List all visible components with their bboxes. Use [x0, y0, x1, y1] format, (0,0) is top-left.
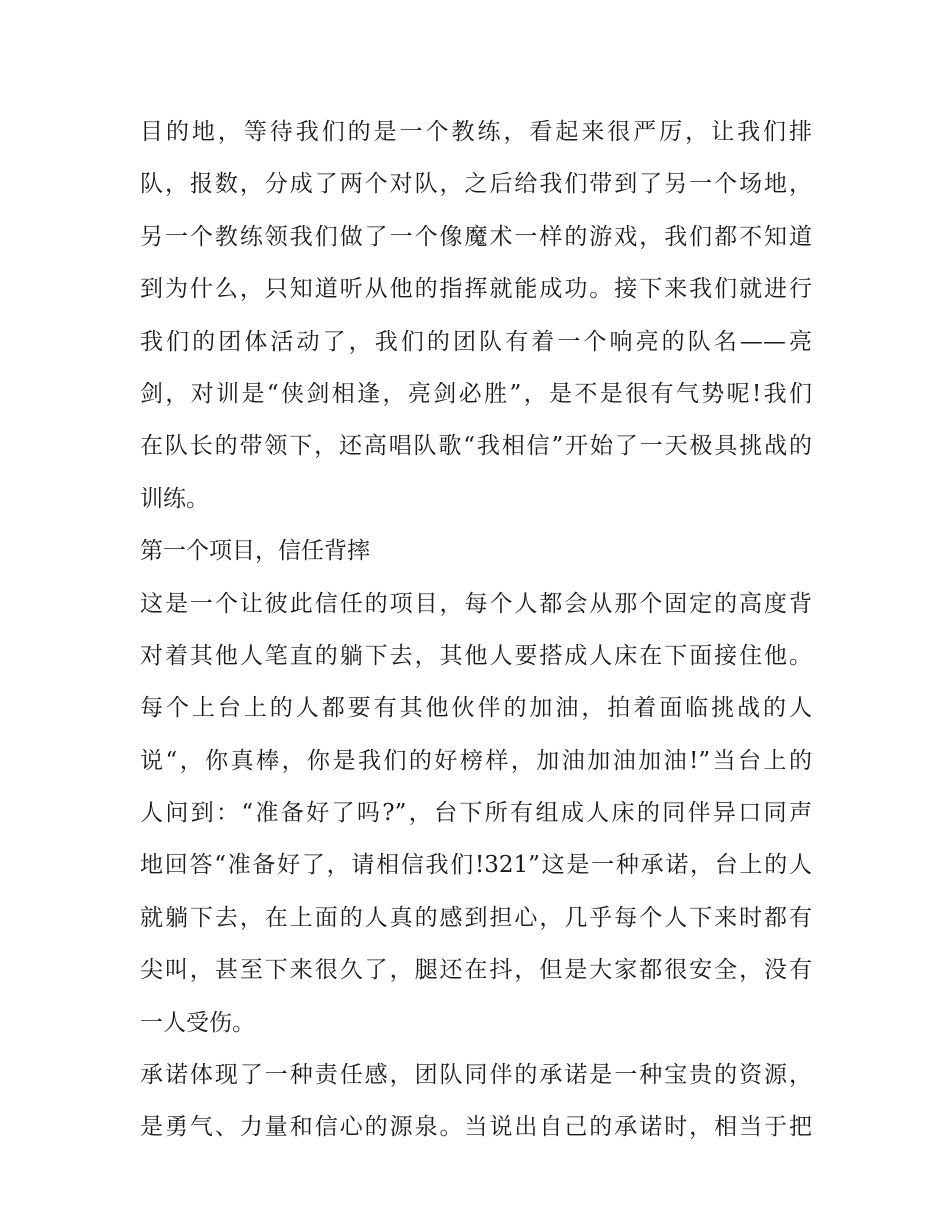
- text-line: 我们的团体活动了，我们的团队有着一个响亮的队名——亮: [140, 328, 812, 355]
- text-line: 人问到：“准备好了吗?”，台下所有组成人床的同伴异口同声: [140, 800, 812, 827]
- text-line: 训练。: [140, 485, 209, 512]
- text-line: 是勇气、力量和信心的源泉。当说出自己的承诺时，相当于把: [140, 1114, 812, 1141]
- text-line: 尖叫，甚至下来很久了，腿还在抖，但是大家都很安全，没有: [140, 957, 812, 984]
- text-line: 一人受伤。: [140, 1009, 255, 1036]
- document-body: [140, 106, 812, 1154]
- section-heading: 第一个项目，信任背摔: [140, 538, 370, 565]
- text-line: 目的地，等待我们的是一个教练，看起来很严厉，让我们排: [140, 119, 812, 145]
- text-line: 队，报数，分成了两个对队，之后给我们带到了另一个场地，: [140, 171, 812, 198]
- text-line: 剑，对训是“侠剑相逢，亮剑必胜”，是不是很有气势呢!我们: [140, 380, 812, 407]
- text-line: 到为什么，只知道听从他的指挥就能成功。接下来我们就进行: [140, 276, 812, 303]
- text-line: 对着其他人笔直的躺下去，其他人要搭成人床在下面接住他。: [140, 642, 812, 669]
- text-line: 就躺下去，在上面的人真的感到担心，几乎每个人下来时都有: [140, 904, 812, 931]
- text-line: 承诺体现了一种责任感，团队同伴的承诺是一种宝贵的资源，: [140, 1062, 812, 1089]
- text-line: 另一个教练领我们做了一个像魔术一样的游戏，我们都不知道: [140, 223, 812, 250]
- text-line: 每个上台上的人都要有其他伙伴的加油，拍着面临挑战的人: [140, 695, 812, 722]
- text-line: 说“，你真棒，你是我们的好榜样，加油加油加油!”当台上的: [140, 747, 812, 774]
- text-line: 在队长的带领下，还高唱队歌“我相信”开始了一天极具挑战的: [140, 433, 812, 460]
- text-line: 这是一个让彼此信任的项目，每个人都会从那个固定的高度背: [140, 590, 812, 617]
- text-line: 地回答“准备好了，请相信我们!321”这是一种承诺，台上的人: [140, 852, 812, 879]
